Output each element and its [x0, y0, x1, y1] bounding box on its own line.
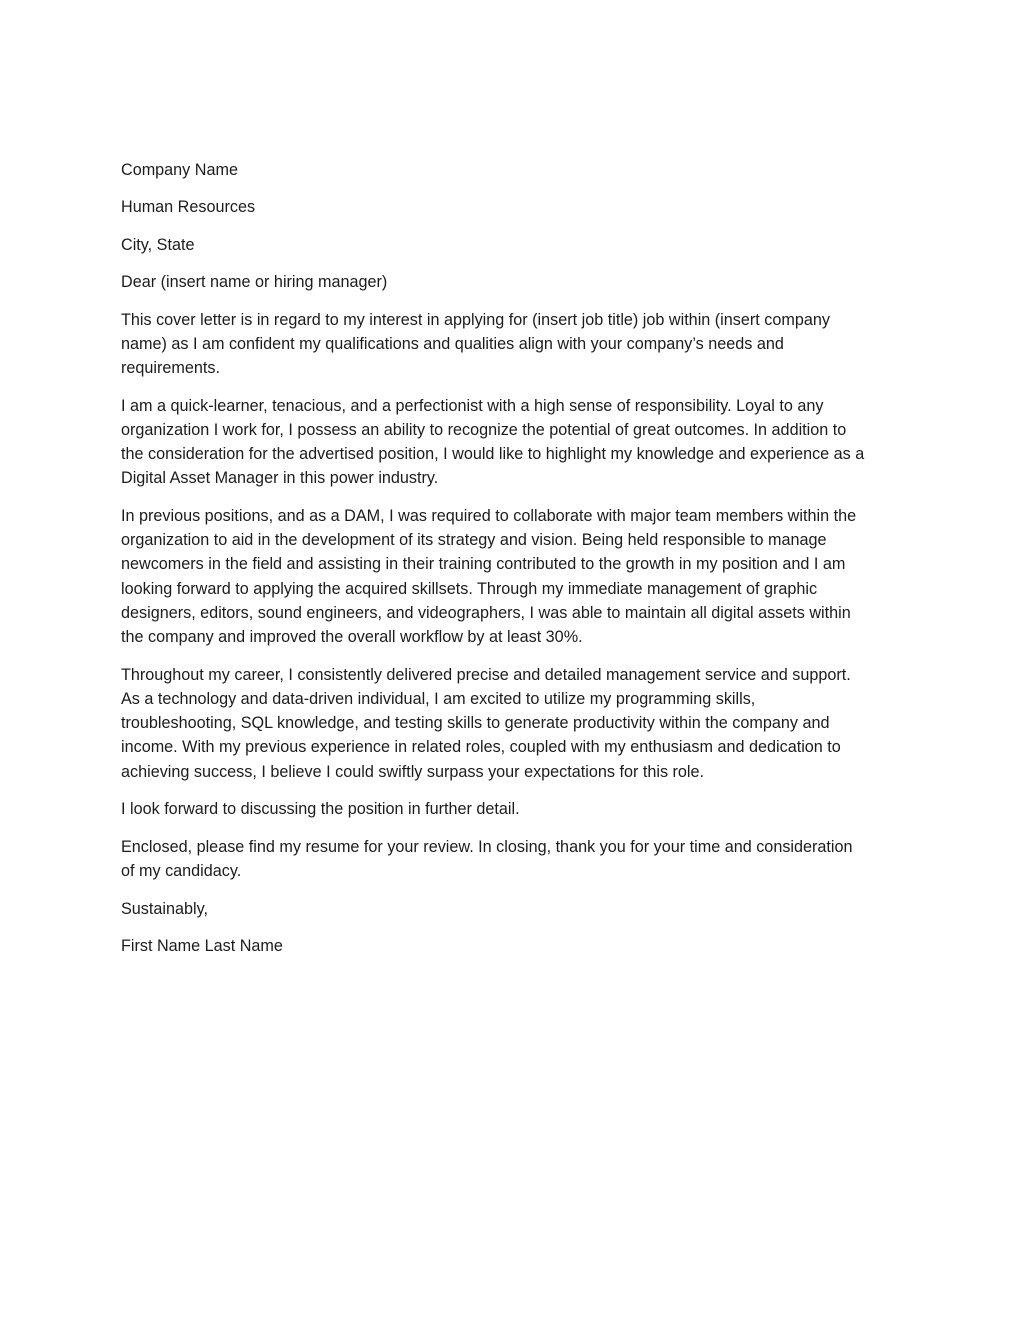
- closing: Sustainably,: [121, 899, 208, 918]
- cover-letter: [121, 158, 906, 972]
- paragraph-line: designers, editors, sound engineers, and videographers, I was able to maintain all digital assets within: [121, 603, 851, 622]
- paragraph-experience: [121, 504, 906, 649]
- paragraph-line: income. With my previous experience in related roles, coupled with my enthusiasm and dedication to: [121, 738, 841, 757]
- paragraph-line: This cover letter is in regard to my interest in applying for (insert job title) job within (insert company: [121, 310, 830, 329]
- paragraph-line: achieving success, I believe I could swiftly surpass your expectations for this role.: [121, 762, 705, 781]
- paragraph-line: Digital Asset Manager in this power industry.: [121, 469, 439, 488]
- paragraph-enclosed: [121, 835, 906, 883]
- paragraph-line: Enclosed, please find my resume for your review. In closing, thank you for your time and consideration: [121, 837, 853, 856]
- department: Human Resources: [121, 198, 256, 217]
- paragraph-line: organization I work for, I possess an ability to recognize the potential of great outcomes. In addition to: [121, 420, 847, 439]
- paragraph-line: organization to aid in the development of its strategy and vision. Being held responsible to manage: [121, 531, 827, 550]
- paragraph-career: [121, 663, 906, 784]
- paragraph-line: troubleshooting, SQL knowledge, and testing skills to generate productivity within the company and: [121, 714, 830, 733]
- paragraph-line: I am a quick-learner, tenacious, and a perfectionist with a high sense of responsibility. Loyal to any: [121, 396, 824, 415]
- paragraph-line: As a technology and data-driven individual, I am excited to utilize my programming skills,: [121, 689, 756, 708]
- paragraph-line: of my candidacy.: [121, 862, 242, 881]
- paragraph-line: requirements.: [121, 358, 220, 377]
- salutation: Dear (insert name or hiring manager): [121, 273, 388, 292]
- paragraph-line: I look forward to discussing the position in further detail.: [121, 800, 520, 819]
- city-state: City, State: [121, 235, 195, 254]
- paragraph-line: looking forward to applying the acquired skillsets. Through my immediate management of graphic: [121, 579, 818, 598]
- paragraph-interest: [121, 308, 906, 381]
- paragraph-qualities: [121, 394, 906, 491]
- paragraph-line: In previous positions, and as a DAM, I was required to collaborate with major team members within the: [121, 506, 857, 525]
- paragraph-line: name) as I am confident my qualifications and qualities align with your company’s needs and: [121, 334, 784, 353]
- paragraph-line: the company and improved the overall workflow by at least 30%.: [121, 628, 583, 646]
- signature-name: First Name Last Name: [121, 937, 283, 956]
- paragraph-line: the consideration for the advertised position, I would like to highlight my knowledge and experience as a: [121, 445, 865, 464]
- company-name: Company Name: [121, 161, 238, 179]
- paragraph-forward: [121, 797, 906, 821]
- paragraph-line: Throughout my career, I consistently delivered precise and detailed management service and support.: [121, 665, 851, 684]
- paragraph-line: newcomers in the field and assisting in their training contributed to the growth in my position and I am: [121, 555, 846, 574]
